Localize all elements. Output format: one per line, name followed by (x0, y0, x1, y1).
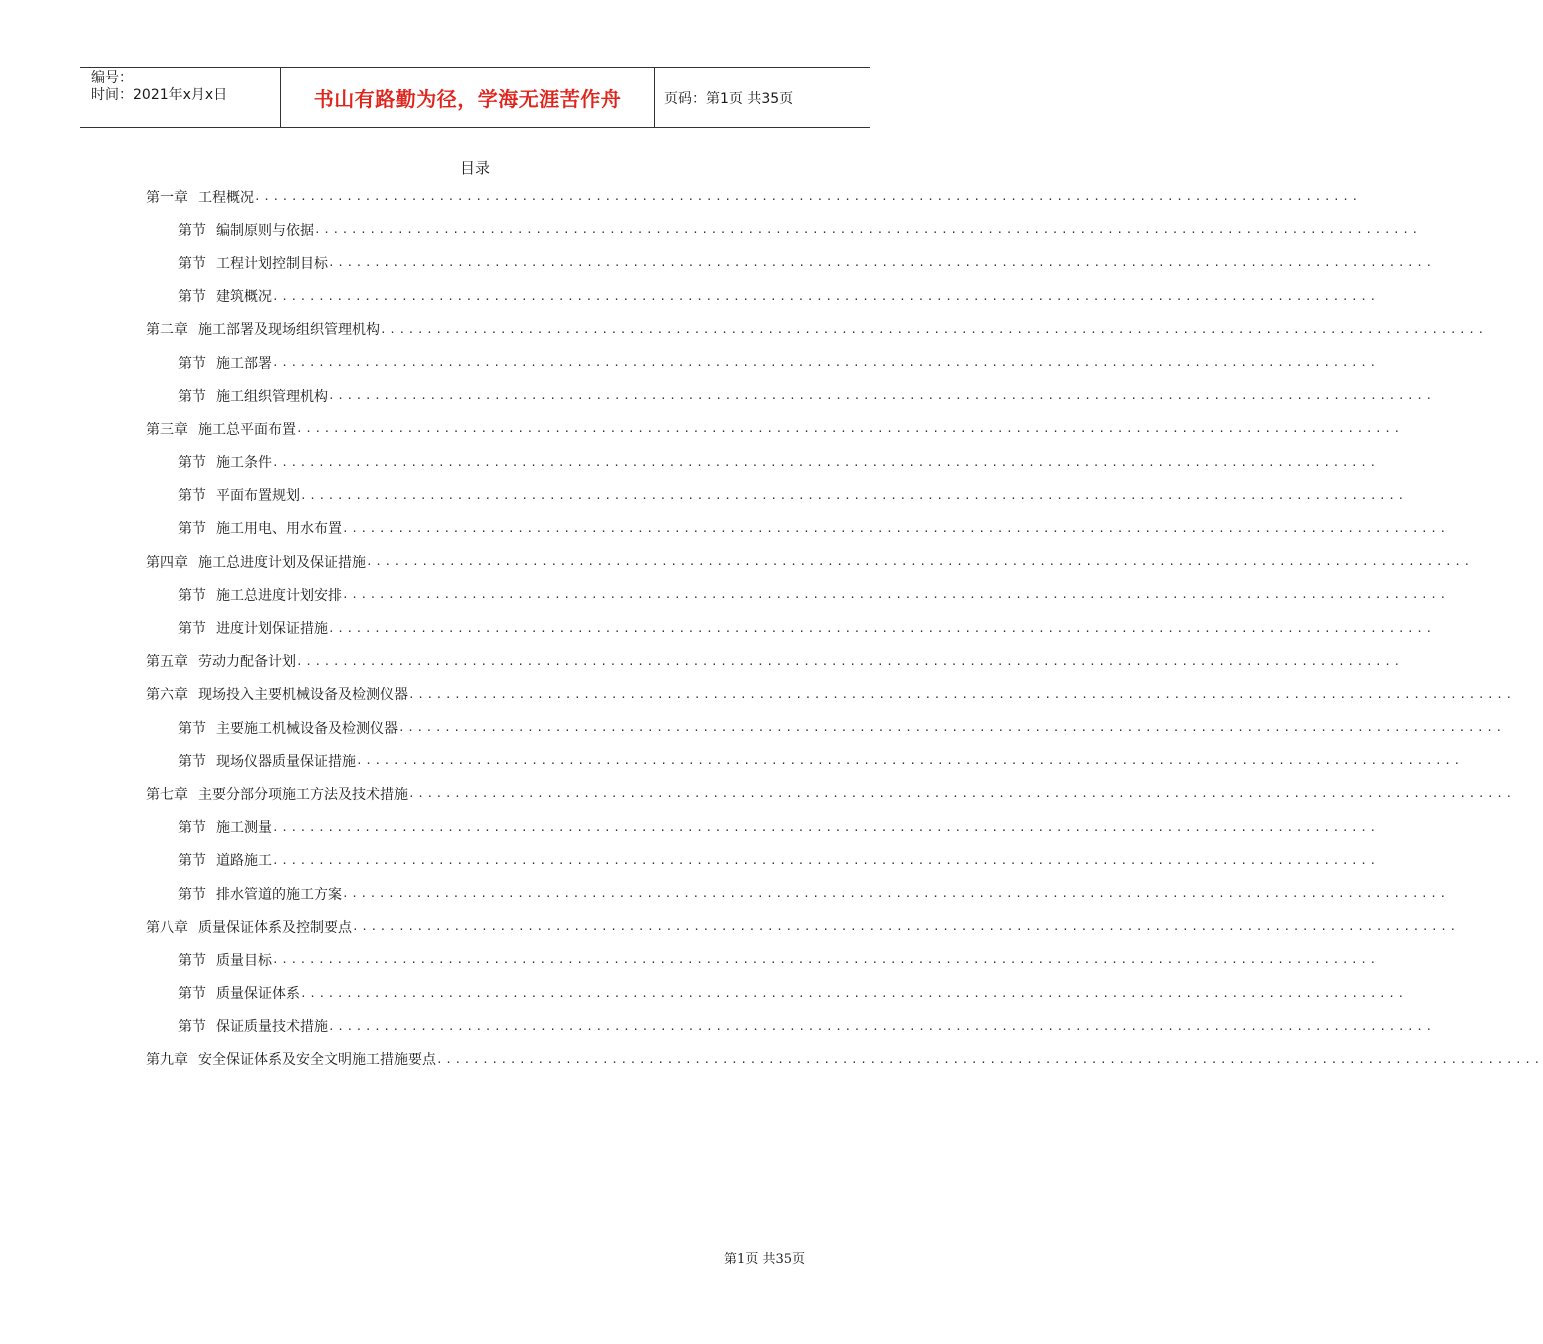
toc-dot-leader: ........................................................................................................................ (436, 1052, 1543, 1066)
toc-section-entry[interactable] (146, 346, 1379, 379)
toc-entry-title: 施工组织管理机构 (216, 388, 328, 405)
toc-chapter-entry[interactable] (146, 1043, 1543, 1076)
toc-section-entry[interactable] (146, 943, 1379, 976)
toc-entry-number: 第节 (178, 720, 206, 737)
toc-section-entry[interactable] (146, 711, 1505, 744)
toc-section-entry[interactable] (146, 611, 1435, 644)
toc-entry-number: 第节 (178, 255, 206, 272)
toc-section-entry[interactable] (146, 744, 1463, 777)
toc-entry-number: 第三章 (146, 421, 188, 438)
toc-entry-number: 第节 (178, 853, 206, 870)
toc-entry-title: 现场仪器质量保证措施 (216, 753, 356, 770)
toc-dot-leader: ........................................................................................................................ (272, 853, 1379, 867)
toc-entry-number: 第节 (178, 1019, 206, 1036)
toc-dot-leader: ........................................................................................................................ (398, 721, 1505, 735)
toc-dot-leader: ........................................................................................................................ (300, 488, 1407, 502)
toc-entry-title: 排水管道的施工方案 (216, 886, 342, 903)
toc-entry-title: 施工总进度计划安排 (216, 587, 342, 604)
toc-section-entry[interactable] (146, 512, 1449, 545)
toc-entry-number: 第四章 (146, 554, 188, 571)
toc-entry-title: 施工总进度计划及保证措施 (198, 554, 366, 571)
toc-dot-leader: ........................................................................................................................ (380, 322, 1487, 336)
toc-dot-leader: ........................................................................................................................ (296, 654, 1403, 668)
toc-dot-leader: ........................................................................................................................ (272, 289, 1379, 303)
footer-page-info: 第1页 共35页 (724, 1252, 805, 1267)
toc-dot-leader: ........................................................................................................................ (342, 588, 1449, 602)
toc-entry-number: 第节 (178, 488, 206, 505)
toc-entry-title: 现场投入主要机械设备及检测仪器 (198, 687, 408, 704)
toc-dot-leader: ........................................................................................................................ (328, 621, 1435, 635)
toc-entry-title: 工程概况 (198, 189, 254, 206)
page-header (80, 67, 870, 128)
toc-entry-number: 第节 (178, 886, 206, 903)
toc-section-entry[interactable] (146, 844, 1379, 877)
toc-entry-number: 第二章 (146, 322, 188, 339)
toc-entry-title: 施工部署 (216, 355, 272, 372)
toc-chapter-entry[interactable] (146, 678, 1515, 711)
toc-chapter-entry[interactable] (146, 313, 1487, 346)
toc-entry-number: 第节 (178, 222, 206, 239)
toc-section-entry[interactable] (146, 246, 1435, 279)
toc-section-entry[interactable] (146, 977, 1407, 1010)
toc-entry-number: 第七章 (146, 786, 188, 803)
toc-dot-leader: ........................................................................................................................ (342, 887, 1449, 901)
toc-entry-title: 施工总平面布置 (198, 421, 296, 438)
toc-entry-title: 质量保证体系及控制要点 (198, 919, 352, 936)
toc-entry-number: 第一章 (146, 189, 188, 206)
toc-dot-leader: ........................................................................................................................ (352, 920, 1459, 934)
toc-section-entry[interactable] (146, 578, 1449, 611)
toc-section-entry[interactable] (146, 280, 1379, 313)
toc-entry-number: 第节 (178, 388, 206, 405)
toc-entry-title: 保证质量技术措施 (216, 1019, 328, 1036)
toc-chapter-entry[interactable] (146, 645, 1403, 678)
toc-title: 目录 (459, 159, 490, 177)
document-time-label: 时间：2021年x月x日 (91, 87, 228, 103)
header-page-info: 页码：第1页 共35页 (664, 90, 794, 107)
toc-entry-title: 进度计划保证措施 (216, 621, 328, 638)
toc-dot-leader: ........................................................................................................................ (328, 389, 1435, 403)
toc-entry-title: 道路施工 (216, 853, 272, 870)
toc-dot-leader: ........................................................................................................................ (272, 820, 1379, 834)
toc-section-entry[interactable] (146, 213, 1421, 246)
toc-dot-leader: ........................................................................................................................ (314, 223, 1421, 237)
toc-entry-number: 第九章 (146, 1052, 188, 1069)
table-of-contents (146, 180, 1543, 1076)
toc-entry-number: 第节 (178, 986, 206, 1003)
toc-entry-title: 劳动力配备计划 (198, 654, 296, 671)
toc-chapter-entry[interactable] (146, 545, 1473, 578)
toc-section-entry[interactable] (146, 379, 1435, 412)
toc-dot-leader: ........................................................................................................................ (356, 754, 1463, 768)
toc-dot-leader: ........................................................................................................................ (366, 555, 1473, 569)
toc-entry-number: 第节 (178, 952, 206, 969)
toc-entry-number: 第节 (178, 753, 206, 770)
toc-entry-title: 施工部署及现场组织管理机构 (198, 322, 380, 339)
toc-entry-title: 施工测量 (216, 820, 272, 837)
toc-dot-leader: ........................................................................................................................ (272, 455, 1379, 469)
header-motto: 书山有路勤为径，学海无涯苦作舟 (281, 68, 655, 127)
toc-dot-leader: ........................................................................................................................ (328, 1019, 1435, 1033)
toc-entry-number: 第节 (178, 820, 206, 837)
toc-entry-number: 第节 (178, 355, 206, 372)
toc-entry-title: 施工条件 (216, 455, 272, 472)
toc-dot-leader: ........................................................................................................................ (296, 422, 1403, 436)
toc-chapter-entry[interactable] (146, 777, 1515, 810)
toc-dot-leader: ........................................................................................................................ (272, 953, 1379, 967)
toc-dot-leader: ........................................................................................................................ (328, 256, 1435, 270)
toc-entry-number: 第节 (178, 521, 206, 538)
toc-entry-number: 第节 (178, 587, 206, 604)
toc-section-entry[interactable] (146, 811, 1379, 844)
toc-entry-title: 建筑概况 (216, 289, 272, 306)
toc-chapter-entry[interactable] (146, 412, 1403, 445)
toc-entry-number: 第六章 (146, 687, 188, 704)
toc-dot-leader: ........................................................................................................................ (300, 986, 1407, 1000)
toc-entry-title: 质量目标 (216, 952, 272, 969)
toc-dot-leader: ........................................................................................................................ (272, 356, 1379, 370)
toc-entry-number: 第八章 (146, 919, 188, 936)
toc-dot-leader: ........................................................................................................................ (408, 687, 1515, 701)
toc-section-entry[interactable] (146, 877, 1449, 910)
toc-entry-number: 第节 (178, 289, 206, 306)
toc-entry-title: 安全保证体系及安全文明施工措施要点 (198, 1052, 436, 1069)
toc-entry-number: 第节 (178, 455, 206, 472)
toc-entry-title: 施工用电、用水布置 (216, 521, 342, 538)
toc-entry-number: 第五章 (146, 654, 188, 671)
toc-section-entry[interactable] (146, 1010, 1435, 1043)
toc-entry-title: 质量保证体系 (216, 986, 300, 1003)
toc-entry-title: 主要分部分项施工方法及技术措施 (198, 786, 408, 803)
toc-entry-title: 主要施工机械设备及检测仪器 (216, 720, 398, 737)
toc-entry-title: 平面布置规划 (216, 488, 300, 505)
toc-entry-title: 工程计划控制目标 (216, 255, 328, 272)
toc-entry-number: 第节 (178, 621, 206, 638)
toc-section-entry[interactable] (146, 446, 1379, 479)
toc-entry-title: 编制原则与依据 (216, 222, 314, 239)
toc-section-entry[interactable] (146, 479, 1407, 512)
toc-chapter-entry[interactable] (146, 180, 1361, 213)
toc-dot-leader: ........................................................................................................................ (254, 190, 1361, 204)
toc-dot-leader: ........................................................................................................................ (342, 521, 1449, 535)
toc-dot-leader: ........................................................................................................................ (408, 787, 1515, 801)
document-number-label: 编号： (91, 70, 133, 86)
toc-chapter-entry[interactable] (146, 910, 1459, 943)
header-meta (80, 68, 281, 127)
